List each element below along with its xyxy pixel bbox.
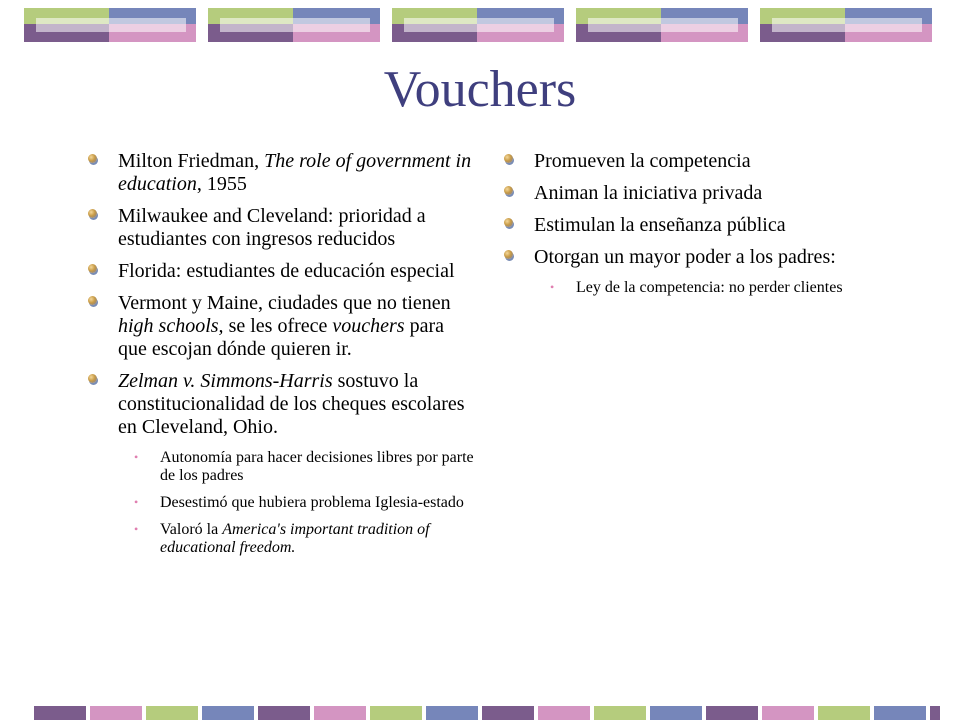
sub-bullet-list xyxy=(118,449,477,557)
text-run: America's important tradition of educational freedom. xyxy=(160,521,430,556)
sub-bullet-icon: • xyxy=(134,495,139,509)
decor-segment xyxy=(426,706,478,720)
text-run: Florida: estudiantes de educación especial xyxy=(118,260,455,282)
sub-bullet-text xyxy=(160,449,474,484)
bullet-icon xyxy=(88,154,97,163)
decor-segment xyxy=(930,706,940,720)
text-run: high schools, xyxy=(118,315,224,337)
top-decorative-band xyxy=(0,0,960,48)
bullet-item xyxy=(82,205,477,251)
text-run: Zelman v. Simmons-Harris xyxy=(118,370,333,392)
text-run: Animan la iniciativa privada xyxy=(534,182,763,204)
bullet-text xyxy=(118,292,451,360)
right-column xyxy=(498,150,878,306)
decor-segment xyxy=(482,706,534,720)
bullet-icon xyxy=(504,250,513,259)
sub-bullet-icon: • xyxy=(134,450,139,464)
text-run: Ley de la competencia: no perder clientes xyxy=(576,279,843,296)
bullet-text xyxy=(534,150,751,172)
text-run: Estimulan la enseñanza pública xyxy=(534,214,786,236)
bullet-icon xyxy=(504,154,513,163)
decor-segment xyxy=(146,706,198,720)
sub-bullet-item xyxy=(118,494,477,512)
text-run: vouchers xyxy=(332,315,405,337)
bullet-item xyxy=(498,214,878,237)
bullet-text xyxy=(534,214,786,236)
decor-segment xyxy=(706,706,758,720)
text-run: Vermont y Maine, ciudades que no tienen xyxy=(118,292,451,314)
bullet-item xyxy=(82,292,477,361)
bullet-icon xyxy=(504,218,513,227)
text-run: Milwaukee and Cleveland: prioridad a estudiantes con ingresos reducidos xyxy=(118,205,426,250)
bullet-icon xyxy=(88,374,97,383)
decor-tile xyxy=(206,6,382,44)
bullet-icon xyxy=(88,264,97,273)
text-run: Autonomía para hacer decisiones libres por parte de los padres xyxy=(160,449,474,484)
sub-bullet-item xyxy=(118,449,477,485)
sub-bullet-text xyxy=(160,521,430,556)
bullet-icon xyxy=(504,186,513,195)
sub-bullet-list xyxy=(534,279,878,297)
bullet-text xyxy=(118,370,465,438)
sub-bullet-icon: • xyxy=(134,522,139,536)
decor-tile xyxy=(758,6,934,44)
text-run: Desestimó que hubiera problema Iglesia-estado xyxy=(160,494,464,511)
bullet-text xyxy=(118,260,455,282)
decor-segment xyxy=(818,706,870,720)
text-run: sostuvo la constitucionalidad de los cheques escolares en Cleveland, Ohio. xyxy=(118,370,465,438)
text-run: Otorgan un mayor poder a los padres: xyxy=(534,246,836,268)
sub-bullet-text xyxy=(576,279,843,296)
sub-bullet-item xyxy=(534,279,878,297)
bottom-decorative-band xyxy=(0,706,960,720)
sub-bullet-item xyxy=(118,521,477,557)
bullet-item xyxy=(82,260,477,283)
bullet-item xyxy=(498,150,878,173)
decor-tile xyxy=(390,6,566,44)
bullet-item xyxy=(82,370,477,557)
bullet-text xyxy=(118,205,426,250)
sub-bullet-text xyxy=(160,494,464,511)
bullet-text xyxy=(118,150,471,195)
text-run: Milton Friedman, xyxy=(118,150,265,172)
text-run: se les ofrece xyxy=(223,315,333,337)
decor-segment xyxy=(34,706,86,720)
bullet-text xyxy=(534,246,836,268)
bullet-item xyxy=(498,182,878,205)
decor-tile xyxy=(574,6,750,44)
decor-segment xyxy=(258,706,310,720)
decor-segment xyxy=(90,706,142,720)
decor-tile xyxy=(22,6,198,44)
decor-segment xyxy=(594,706,646,720)
text-run: para que escojan dónde quieren ir. xyxy=(118,315,445,360)
decor-segment xyxy=(314,706,366,720)
bullet-icon xyxy=(88,296,97,305)
slide-title: Vouchers xyxy=(383,61,577,118)
decor-segment xyxy=(370,706,422,720)
decor-segment xyxy=(874,706,926,720)
text-run: , 1955 xyxy=(196,173,247,195)
bullet-item xyxy=(82,150,477,196)
decor-segment xyxy=(762,706,814,720)
decor-segment xyxy=(538,706,590,720)
text-run: Valoró la xyxy=(160,521,223,538)
text-run: Promueven la competencia xyxy=(534,150,751,172)
text-run: The role of government in education xyxy=(118,150,472,195)
right-bullet-list xyxy=(498,150,878,297)
bullet-item xyxy=(498,246,878,297)
left-bullet-list xyxy=(82,150,477,557)
decor-segment xyxy=(650,706,702,720)
bullet-icon xyxy=(88,209,97,218)
left-column xyxy=(82,150,477,566)
decor-segment xyxy=(202,706,254,720)
bullet-text xyxy=(534,182,762,204)
sub-bullet-icon: • xyxy=(550,280,555,294)
